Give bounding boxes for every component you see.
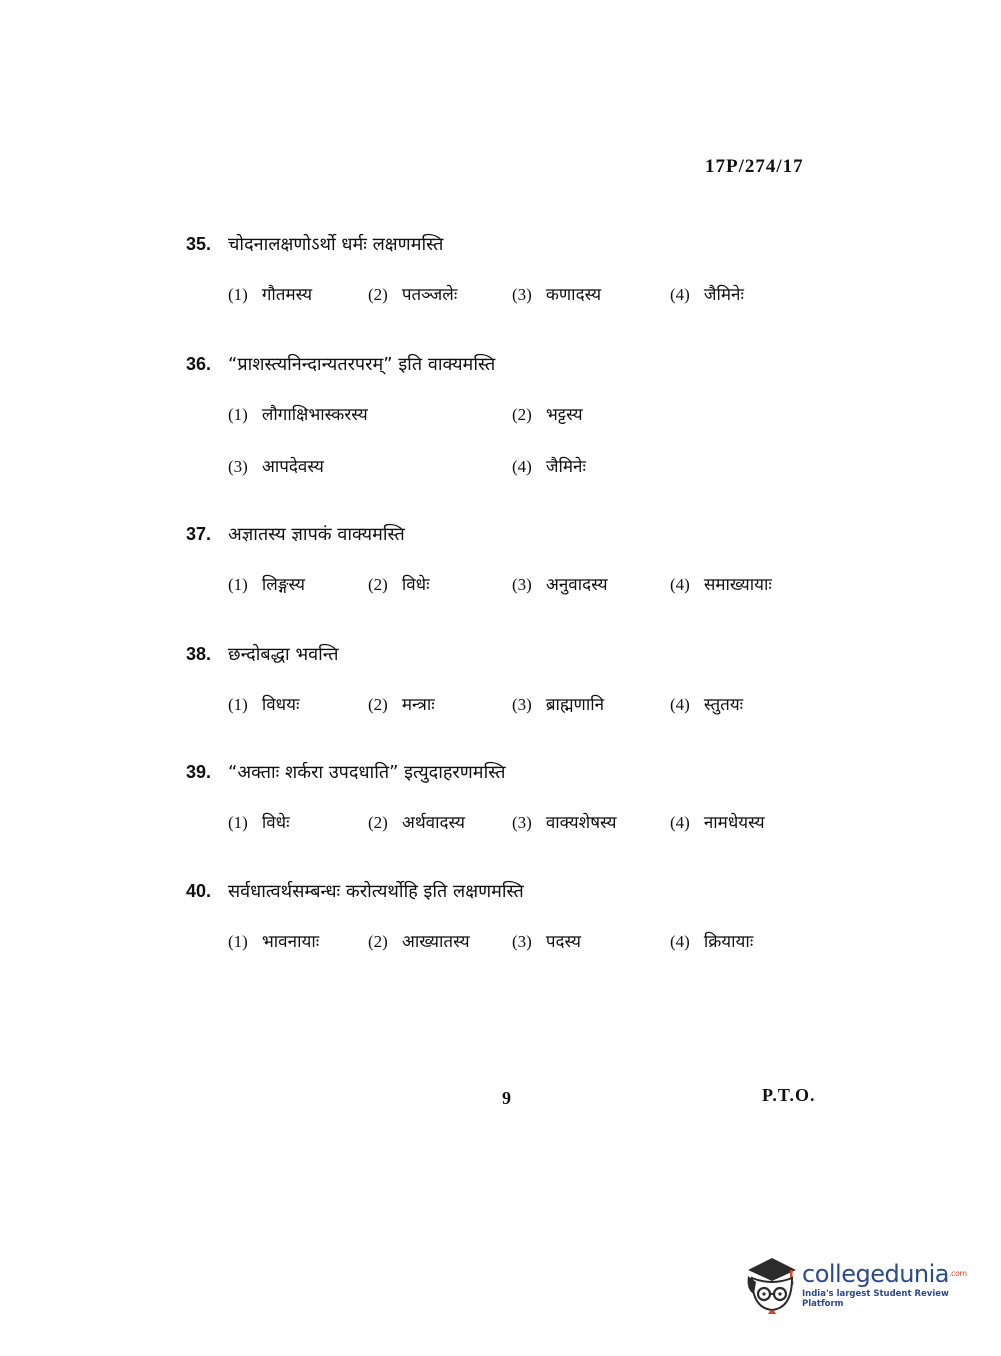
question-number: 37. <box>186 524 212 544</box>
option-3: (3) आपदेवस्य <box>228 457 324 477</box>
option-1: (1) गौतमस्य <box>228 285 313 305</box>
page-number: 9 <box>502 1088 511 1108</box>
question-text: सर्वधात्वर्थसम्बन्धः करोत्यर्थोहि इति लक्षणमस्ति <box>228 881 524 902</box>
question-36 <box>186 352 826 484</box>
question-35 <box>186 232 826 312</box>
option-4: (4) स्तुतयः <box>670 695 744 715</box>
option-2: (2) भट्टस्य <box>512 405 583 425</box>
option-4: (4) जैमिनेः <box>670 285 744 305</box>
option-3: (3) ब्राह्मणानि <box>512 695 605 715</box>
option-2: (2) विधेः <box>368 575 430 595</box>
question-text: चोदनालक्षणोऽर्थो धर्मः लक्षणमस्ति <box>228 234 444 255</box>
question-text: “प्राशस्त्यनिन्दान्यतरपरम्” इति वाक्यमस्ति <box>228 354 496 375</box>
option-1: (1) लौगाक्षिभास्करस्य <box>228 405 368 425</box>
option-2: (2) अर्थवादस्य <box>368 813 466 833</box>
option-4: (4) जैमिनेः <box>512 457 586 477</box>
question-39 <box>186 760 826 840</box>
brand-tagline: India's largest Student Review Platform <box>802 1289 949 1309</box>
question-40 <box>186 879 826 959</box>
option-3: (3) कणादस्य <box>512 285 602 305</box>
question-text: “अक्ताः शर्करा उपदधाति” इत्युदाहरणमस्ति <box>228 762 506 783</box>
option-1: (1) विधयः <box>228 695 300 715</box>
option-4: (4) समाख्यायाः <box>670 575 772 595</box>
question-text: छन्दोबद्धा भवन्ति <box>228 644 339 665</box>
option-3: (3) वाक्यशेषस्य <box>512 813 617 833</box>
option-2: (2) आख्यातस्य <box>368 932 470 952</box>
brand-name: collegedunia$^{.com}$ <box>802 1260 967 1288</box>
option-3: (3) पदस्य <box>512 932 581 952</box>
option-4: (4) क्रियायाः <box>670 932 754 952</box>
option-2: (2) मन्त्राः <box>368 695 435 715</box>
question-number: 36. <box>186 354 212 374</box>
question-38 <box>186 642 826 722</box>
question-number: 38. <box>186 644 212 664</box>
question-number: 40. <box>186 881 212 901</box>
option-1: (1) विधेः <box>228 813 290 833</box>
mascot-logo-icon <box>742 1254 800 1316</box>
option-3: (3) अनुवादस्य <box>512 575 608 595</box>
paper-code: 17P/274/17 <box>705 156 804 177</box>
question-text: अज्ञातस्य ज्ञापकं वाक्यमस्ति <box>228 524 405 545</box>
pto-label: P.T.O. <box>762 1085 816 1105</box>
question-number: 35. <box>186 234 212 254</box>
option-4: (4) नामधेयस्य <box>670 813 765 833</box>
option-2: (2) पतञ्जलेः <box>368 285 458 305</box>
question-number: 39. <box>186 762 212 782</box>
collegedunia-watermark <box>742 1252 972 1318</box>
option-1: (1) लिङ्गस्य <box>228 575 305 595</box>
option-1: (1) भावनायाः <box>228 932 320 952</box>
question-37 <box>186 522 826 602</box>
